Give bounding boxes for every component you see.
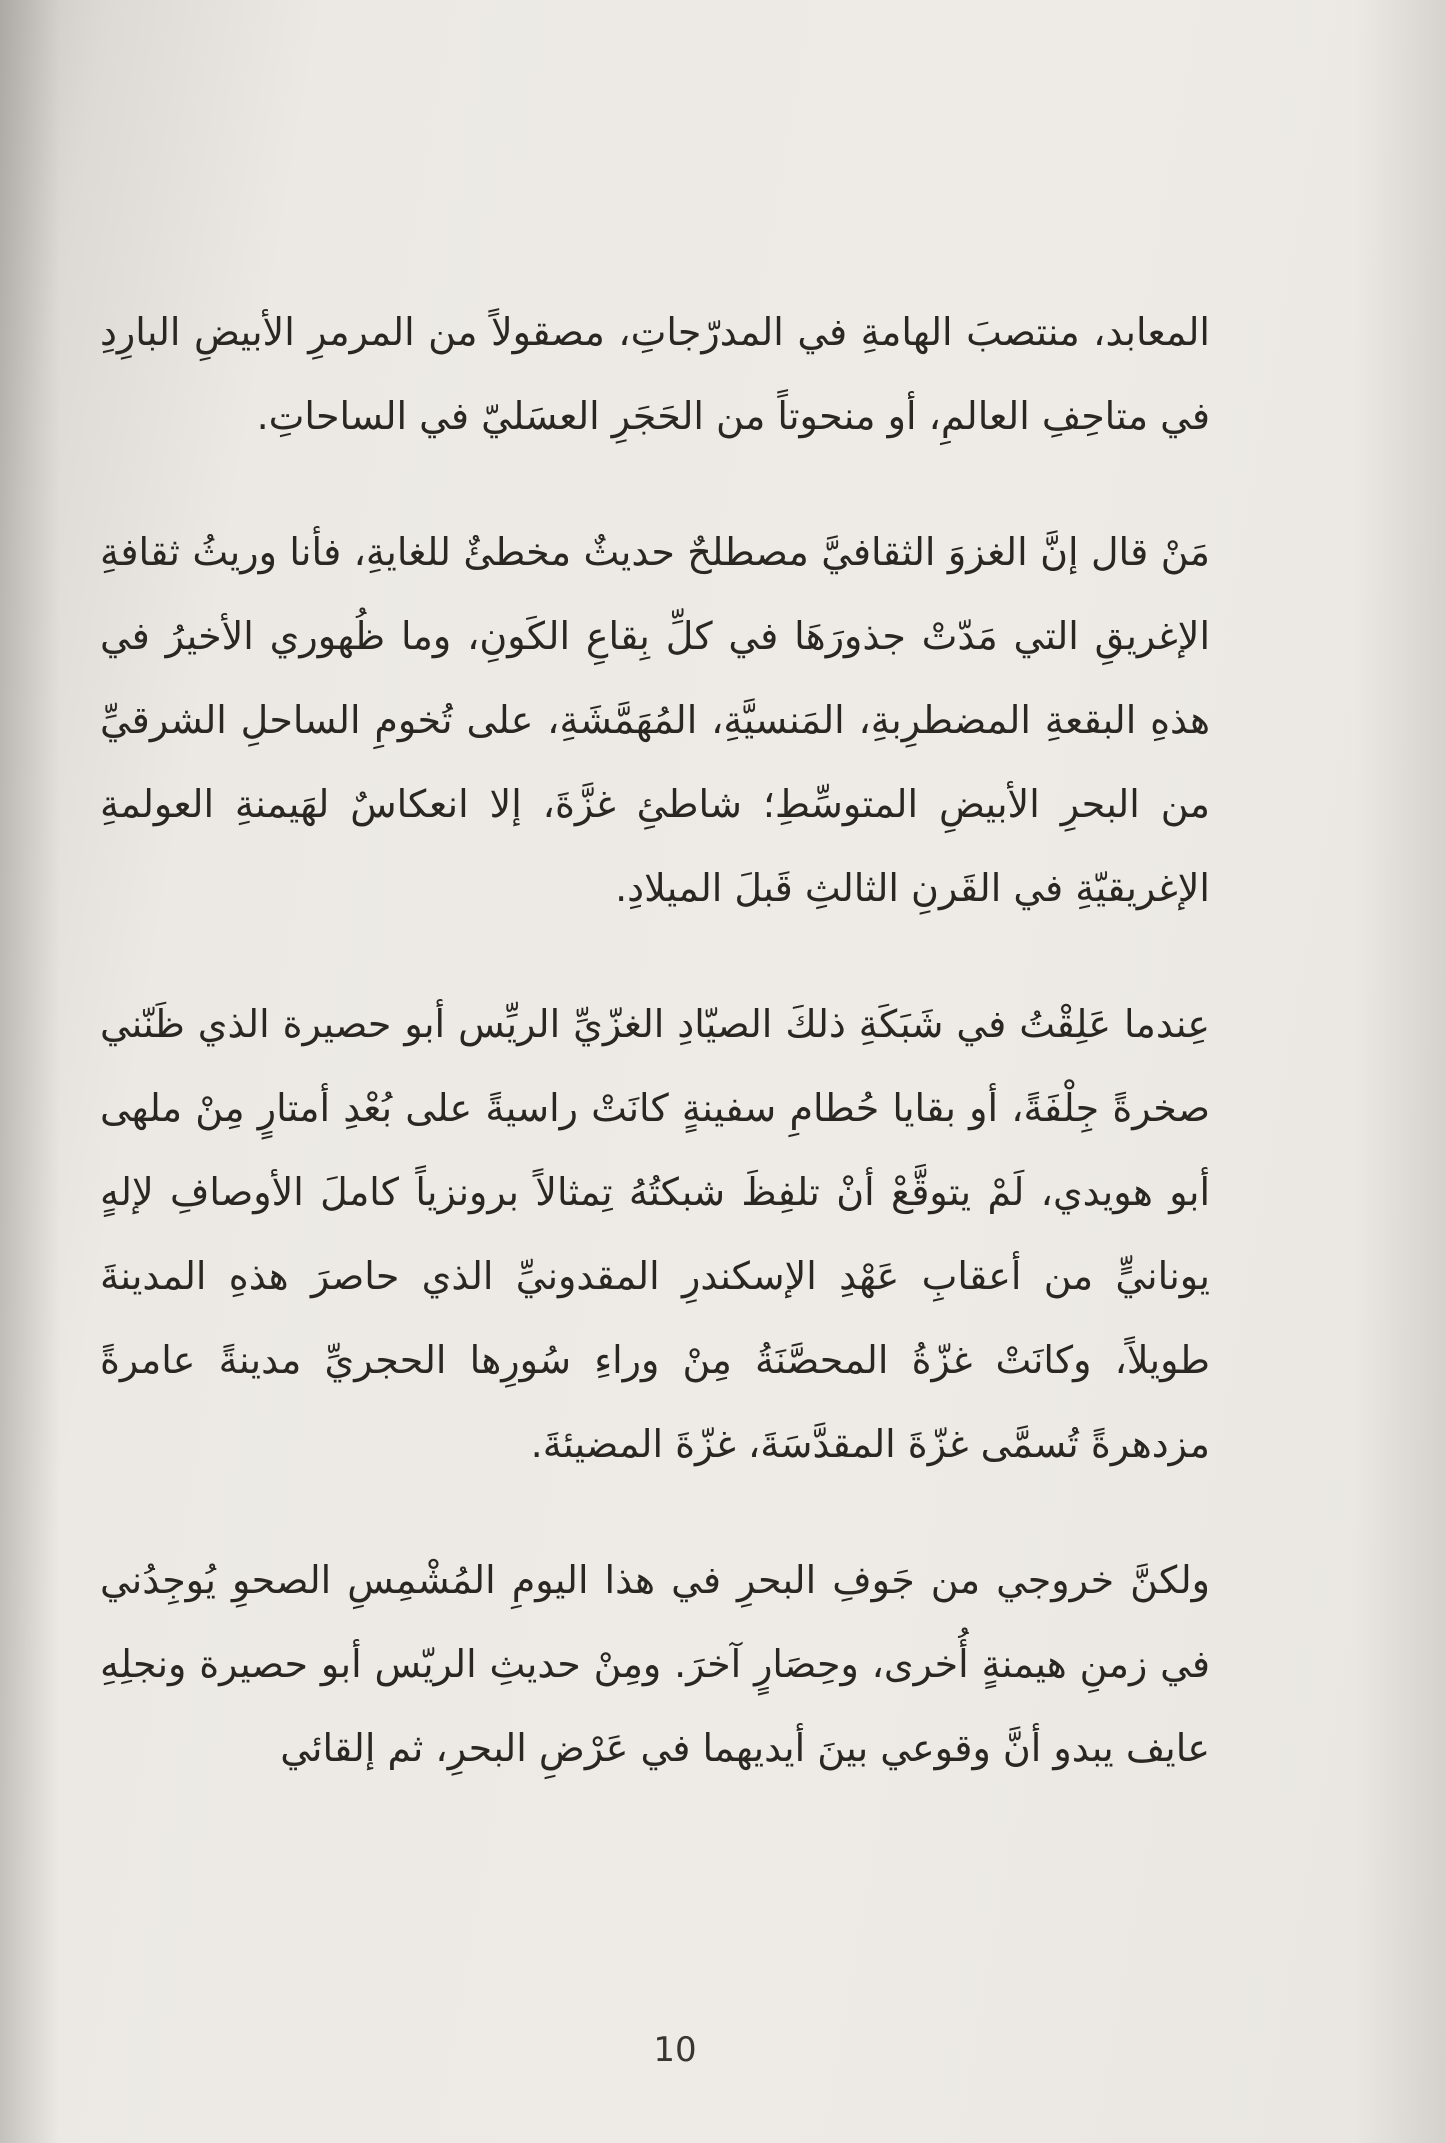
paragraph-2: مَنْ قال إنَّ الغزوَ الثقافيَّ مصطلحٌ حديثٌ مخطئٌ للغايةِ، فأنا وريثُ ثقافةِ الإغريقِ التي مَدّتْ جذورَهَا في كلِّ بِقاعِ الكَونِ، وما ظُهوري الأخيرُ في هذهِ البقعةِ المضطرِبةِ، المَنسيَّةِ، المُهَمَّشَةِ، على تُخومِ الساحلِ الشرقيِّ من البحرِ الأبيضِ المتوسِّطِ؛ شاطئِ غزَّةَ، إلا انعكاسٌ لهَيمنةِ العولمةِ الإغريقيّةِ في القَرنِ الثالثِ قَبلَ الميلادِ. xyxy=(100,530,1210,910)
body-text xyxy=(100,290,1210,1842)
page-gutter-shadow xyxy=(0,0,60,2143)
page-edge-shadow xyxy=(1355,0,1445,2143)
paragraph-3: عِندما عَلِقْتُ في شَبَكَةِ ذلكَ الصيّادِ الغزّيِّ الريِّس أبو حصيرة الذي ظَنّني صخرةً جِلْفَةً، أو بقايا حُطامِ سفينةٍ كانَتْ راسيةً على بُعْدِ أمتارٍ مِنْ ملهى أبو هويدي، لَمْ يتوقَّعْ أنْ تلفِظَ شبكتُهُ تِمثالاً برونزياً كاملَ الأوصافِ لإلهٍ يونانيٍّ من أعقابِ عَهْدِ الإسكندرِ المقدونيِّ الذي حاصرَ هذهِ المدينةَ طويلاً، وكانَتْ غزّةُ المحصَّنَةُ مِنْ وراءِ سُورِها الحجريِّ مدينةً عامرةً مزدهرةً تُسمَّى غزّةَ المقدَّسَةَ، غزّةَ المضيئةَ. xyxy=(100,1002,1210,1466)
paragraph-4: ولكنَّ خروجي من جَوفِ البحرِ في هذا اليومِ المُشْمِسِ الصحوِ يُوجِدُني في زمنِ هيمنةٍ أُخرى، وحِصَارٍ آخرَ. ومِنْ حديثِ الريّس أبو حصيرة ونجلِهِ عايف يبدو أنَّ وقوعي بينَ أيديهما في عَرْضِ البحرِ، ثم إلقائي xyxy=(100,1558,1210,1770)
page-number: 10 xyxy=(653,2030,697,2070)
paragraph-1: المعابد، منتصبَ الهامةِ في المدرّجاتِ، مصقولاً من المرمرِ الأبيضِ البارِدِ في متاحِفِ العالمِ، أو منحوتاً من الحَجَرِ العسَليّ في الساحاتِ. xyxy=(100,310,1210,438)
